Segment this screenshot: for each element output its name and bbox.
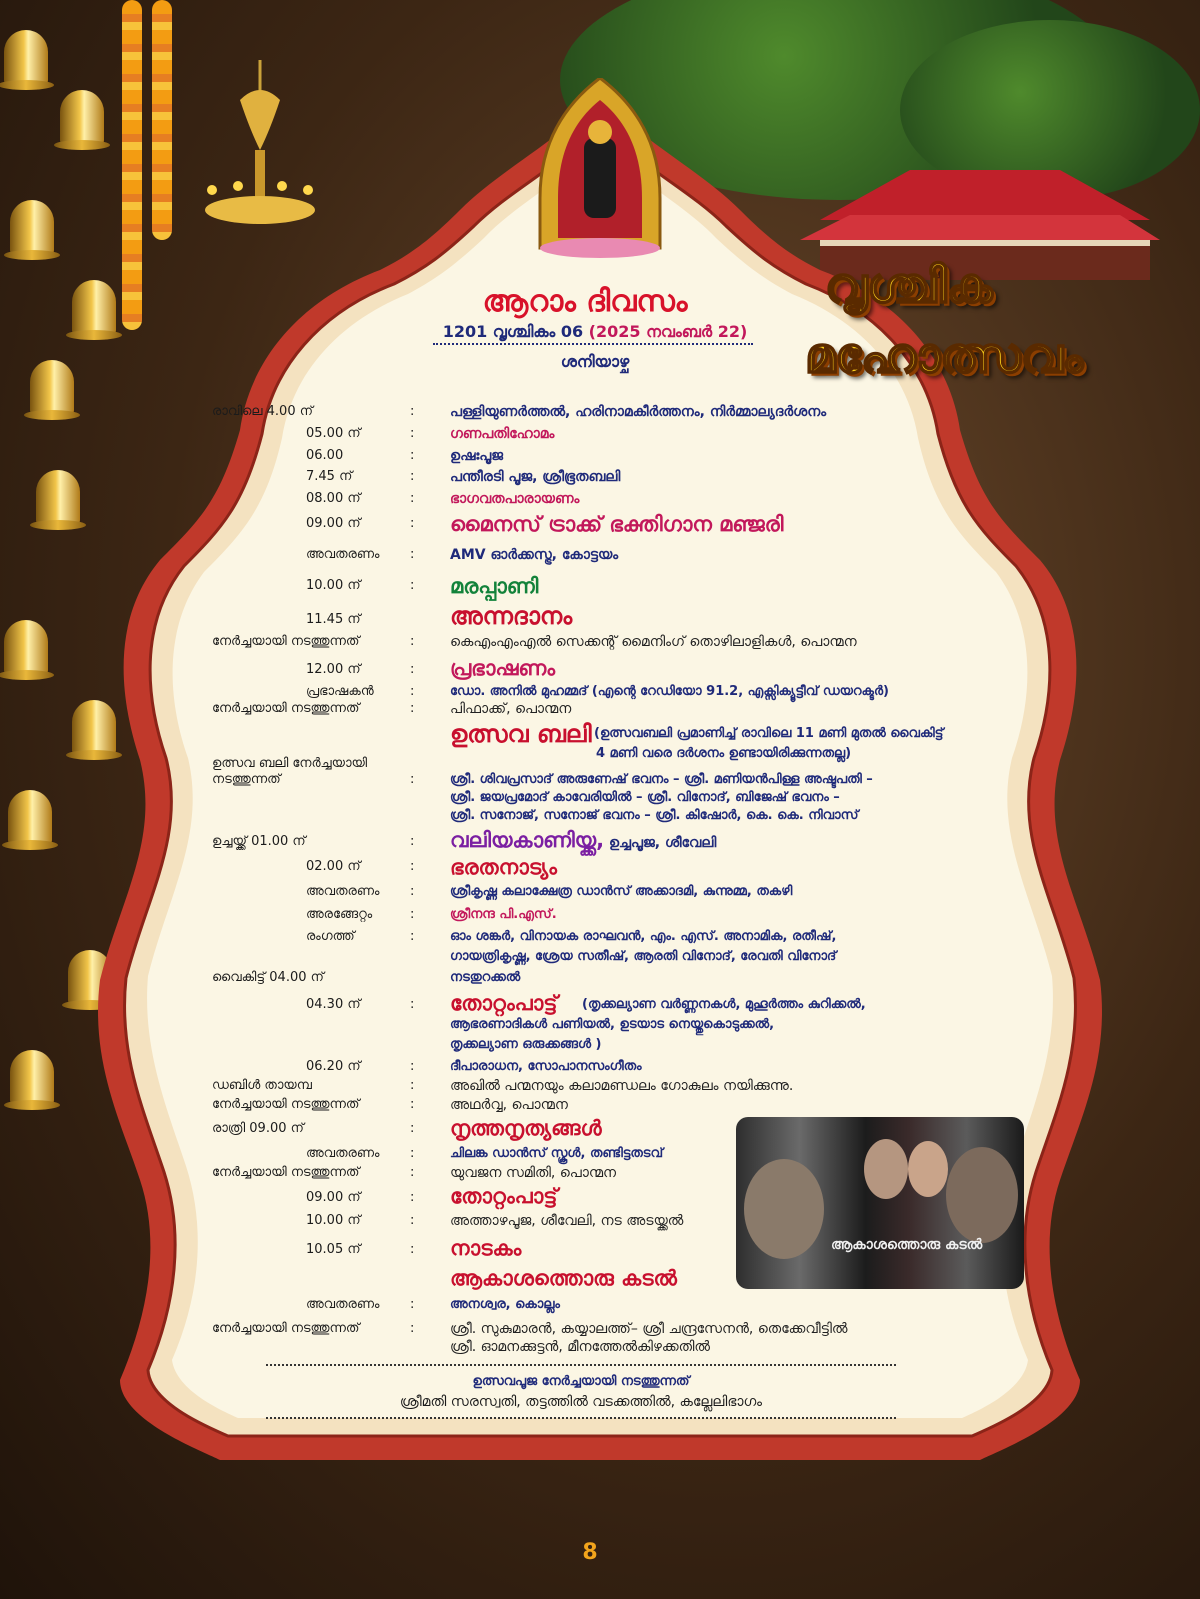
footer-divider: [266, 1417, 896, 1419]
row-note: തൃക്കല്യാണ ഒരുക്കങ്ങൾ ): [450, 1037, 602, 1052]
row-event: അന്നദാനം: [450, 602, 573, 630]
row-colon: :: [410, 701, 415, 716]
row-time: 09.00 ന്: [306, 1190, 361, 1205]
row-colon: :: [410, 684, 415, 699]
row-time: 04.30 ന്: [306, 997, 361, 1012]
row-time: പ്രഭാഷകൻ: [306, 684, 374, 699]
row-event: ഭാഗവതപാരായണം: [450, 491, 580, 507]
weekday: ശനിയാഴ്ച: [560, 352, 630, 371]
row-time: 06.00: [306, 448, 344, 463]
row-time: അവതരണം: [306, 1297, 380, 1312]
row-time: രാവിലെ 4.00 ന്: [212, 404, 313, 419]
row-colon: :: [410, 1321, 415, 1336]
row-colon: :: [410, 1213, 415, 1228]
row-note: (തൃക്കല്യാണ വർണ്ണനകൾ, മുഹൂർത്തം കുറിക്കൽ,: [582, 997, 866, 1012]
row-colon: :: [410, 448, 415, 463]
row-event: നൃത്തനൃത്യങ്ങൾ: [450, 1116, 602, 1140]
row-event: പള്ളിയുണർത്തൽ, ഹരിനാമകീർത്തനം, നിർമ്മാല്യദർശനം: [450, 404, 827, 420]
row-time: 02.00 ന്: [306, 859, 361, 874]
festival-logo: [795, 258, 1125, 408]
row-event: ശ്രീ. സനോജ്, സനോജ് ഭവനം – ശ്രീ. കിഷോർ, കെ. കെ. നിവാസ്: [450, 808, 859, 823]
row-event: ശ്രീ. ജയപ്രമോദ് കാവേരിയിൽ – ശ്രീ. വിനോദ്, ബിജേഷ് ഭവനം –: [450, 790, 840, 805]
row-colon: :: [410, 404, 415, 419]
row-time: നേർച്ചയായി നടത്തുന്നത്: [212, 1321, 360, 1336]
date-gregorian: (2025 നവംബർ 22): [588, 322, 748, 341]
row-note: ആഭരണാദികൾ പണിയൽ, ഉടയാട നെയ്തുകൊടുക്കൽ,: [450, 1017, 775, 1032]
row-colon: :: [410, 634, 415, 649]
row-time: ഉത്സവ ബലി നേർച്ചയായി: [212, 756, 368, 771]
row-event: ചിലങ്ക ഡാൻസ് സ്കൂൾ, തണ്ടിട്ടതടവ്: [450, 1146, 664, 1161]
row-colon: :: [410, 772, 415, 787]
row-time: രംഗത്ത്: [306, 929, 355, 944]
row-time: 10.05 ന്: [306, 1242, 361, 1257]
row-event: ഭരതനാട്യം: [450, 855, 557, 879]
row-time: 12.00 ന്: [306, 662, 361, 677]
row-time: നേർച്ചയായി നടത്തുന്നത്: [212, 1097, 360, 1112]
row-event: [450, 828, 716, 853]
row-colon: :: [410, 997, 415, 1012]
row-colon: :: [410, 491, 415, 506]
row-colon: :: [410, 1121, 415, 1136]
row-time: 06.20 ന്: [306, 1059, 361, 1074]
row-event: ശ്രീ. ഓമനക്കുട്ടൻ, മീനത്തേൽകിഴക്കതിൽ: [450, 1339, 710, 1355]
row-event: അനശ്വര, കൊല്ലം: [450, 1297, 560, 1312]
row-colon: :: [410, 578, 415, 593]
footer-heading: ഉത്സവപൂജ നേർച്ചയായി നടത്തുന്നത്: [472, 1374, 690, 1389]
row-colon: :: [410, 1165, 415, 1180]
row-colon: :: [410, 1059, 415, 1074]
deity-idol-icon: [520, 78, 680, 258]
row-event-extra: ഉച്ചപൂജ, ശീവേലി: [604, 835, 717, 851]
row-time: 09.00 ന്: [306, 516, 361, 531]
row-event: ദീപാരാധന, സോപാനസംഗീതം: [450, 1059, 642, 1074]
row-event: മരപ്പാണി: [450, 574, 539, 598]
row-colon: :: [410, 859, 415, 874]
row-event: ശ്രീകൃഷ്ണ കലാക്ഷേത്ര ഡാൻസ് അക്കാദമി, കുന്നുമ്മ, തകഴി: [450, 884, 793, 899]
row-colon: :: [410, 929, 415, 944]
row-time: അവതരണം: [306, 884, 380, 899]
footer-sponsor: ശ്രീമതി സരസ്വതി, തട്ടത്തിൽ വടക്കത്തിൽ, കല്ലേലിഭാഗം: [399, 1394, 763, 1410]
drama-title: ആകാശത്തൊരു കടൽ: [450, 1266, 677, 1290]
row-event: ശ്രീനന്ദ പി.എസ്.: [450, 907, 557, 922]
row-event: ഗണപതിഹോമം: [450, 426, 555, 442]
row-colon: :: [410, 834, 415, 849]
row-time: ഉച്ചയ്ക്ക് 01.00 ന്: [212, 834, 306, 849]
row-colon: :: [410, 1190, 415, 1205]
row-event: യുവജന സമിതി, പൊന്മന: [450, 1165, 617, 1181]
row-event: ഗായത്രികൃഷ്ണ, ശ്രേയ സതീഷ്, ആരതി വിനോദ്, രേവതി വിനോദ്: [450, 949, 837, 964]
row-event: ഉഷഃപൂജ: [450, 448, 504, 464]
footer-divider: [266, 1364, 896, 1366]
row-colon: :: [410, 884, 415, 899]
row-event: AMV ഓർക്കസ്ട്ര, കോട്ടയം: [450, 547, 619, 563]
row-event: നാടകം: [450, 1236, 522, 1260]
row-event: കെഎംഎംഎൽ സെക്കന്റ് മൈനിംഗ് തൊഴിലാളികൾ, പൊന്മന: [450, 634, 857, 650]
row-colon: :: [410, 469, 415, 484]
row-colon: :: [410, 426, 415, 441]
row-time: അവതരണം: [306, 547, 380, 562]
row-time: 7.45 ന്: [306, 469, 353, 484]
logo-line-1: വൃശ്ചിക: [825, 258, 993, 314]
row-event: മൈനസ് ട്രാക്ക് ഭക്തിഗാന മഞ്ജരി: [450, 512, 784, 536]
row-event: ഡോ. അനിൽ മുഹമ്മദ് (എന്റെ റേഡിയോ 91.2, എക്സിക്യൂട്ടീവ് ഡയറക്ടർ): [450, 684, 889, 699]
poster-faces: [736, 1117, 1024, 1289]
page-number: 8: [582, 1540, 598, 1565]
row-time: 10.00 ന്: [306, 578, 361, 593]
row-colon: :: [410, 662, 415, 677]
row-event: തോറ്റംപാട്ട്: [450, 1184, 558, 1208]
row-time: ഡബിൾ തായമ്പ: [212, 1078, 312, 1093]
row-colon: :: [410, 1146, 415, 1161]
row-time: അരങ്ങേറ്റം: [306, 907, 373, 922]
row-event: അഥർവ്വ, പൊന്മന: [450, 1097, 568, 1113]
date-malayalam: 1201 വൃശ്ചികം 06: [442, 322, 589, 341]
row-colon: :: [410, 907, 415, 922]
header-divider: [433, 343, 753, 345]
row-time: വൈകിട്ട് 04.00 ന്: [212, 970, 324, 985]
row-time: നേർച്ചയായി നടത്തുന്നത്: [212, 634, 360, 649]
row-event-main: വലിയകാണിയ്ക്ക,: [450, 828, 605, 852]
row-time: 08.00 ന്: [306, 491, 361, 506]
row-time: നേർച്ചയായി നടത്തുന്നത്: [212, 1165, 360, 1180]
row-event: ശ്രീ. ശിവപ്രസാദ് അരുണേഷ് ഭവനം – ശ്രീ. മണിയൻപിള്ള അഷ്ടപതി –: [450, 772, 873, 787]
row-event: അത്താഴപൂജ, ശീവേലി, നട അടയ്ക്കൽ: [450, 1213, 684, 1229]
row-time: 11.45 ന്: [306, 612, 361, 627]
drama-poster: [736, 1117, 1024, 1289]
row-colon: :: [410, 547, 415, 562]
row-event: പന്തീരടി പൂജ, ശ്രീഭൂതബലി: [450, 469, 621, 485]
row-time: അവതരണം: [306, 1146, 380, 1161]
row-time: നേർച്ചയായി നടത്തുന്നത്: [212, 701, 360, 716]
row-note: 4 മണി വരെ ദർശനം ഉണ്ടായിരിക്കുന്നതല്ല): [596, 746, 852, 761]
row-event: ഉത്സവ ബലി: [450, 720, 592, 748]
row-colon: :: [410, 1097, 415, 1112]
row-colon: :: [410, 1242, 415, 1257]
row-time: നടത്തുന്നത്: [212, 772, 281, 787]
row-time: 05.00 ന്: [306, 426, 361, 441]
row-time: രാത്രി 09.00 ന്: [212, 1121, 304, 1136]
logo-line-2: മഹോത്സവം: [805, 328, 1083, 384]
row-note: (ഉത്സവബലി പ്രമാണിച്ച് രാവിലെ 11 മണി മുതൽ വൈകിട്ട്: [594, 726, 944, 741]
row-event: തോറ്റംപാട്ട്: [450, 991, 558, 1015]
row-event: പ്രഭാഷണം: [450, 656, 556, 680]
row-colon: :: [410, 1078, 415, 1093]
row-event: ശ്രീ. സുകുമാരൻ, കയ്യാലത്ത്– ശ്രീ ചന്ദ്രസേനൻ, തെക്കേവീട്ടിൽ: [450, 1321, 848, 1337]
date-line: [430, 322, 760, 342]
row-time: 10.00 ന്: [306, 1213, 361, 1228]
row-event: ഓം ശങ്കർ, വിനായക രാഘവൻ, എം. എസ്. അനാമിക, രതീഷ്,: [450, 929, 837, 944]
row-event: നടതുറക്കൽ: [450, 970, 521, 985]
row-event: അഖിൽ പന്മനയും കലാമണ്ഡലം ഗോകുലം നയിക്കുന്നു.: [450, 1078, 794, 1094]
row-colon: :: [410, 1297, 415, 1312]
poster-title: ആകാശത്തൊരു കടൽ: [831, 1237, 983, 1253]
day-title: ആറാം ദിവസം: [482, 284, 688, 319]
row-colon: :: [410, 516, 415, 531]
row-event: പിഫാക്ക്, പൊന്മന: [450, 701, 572, 717]
